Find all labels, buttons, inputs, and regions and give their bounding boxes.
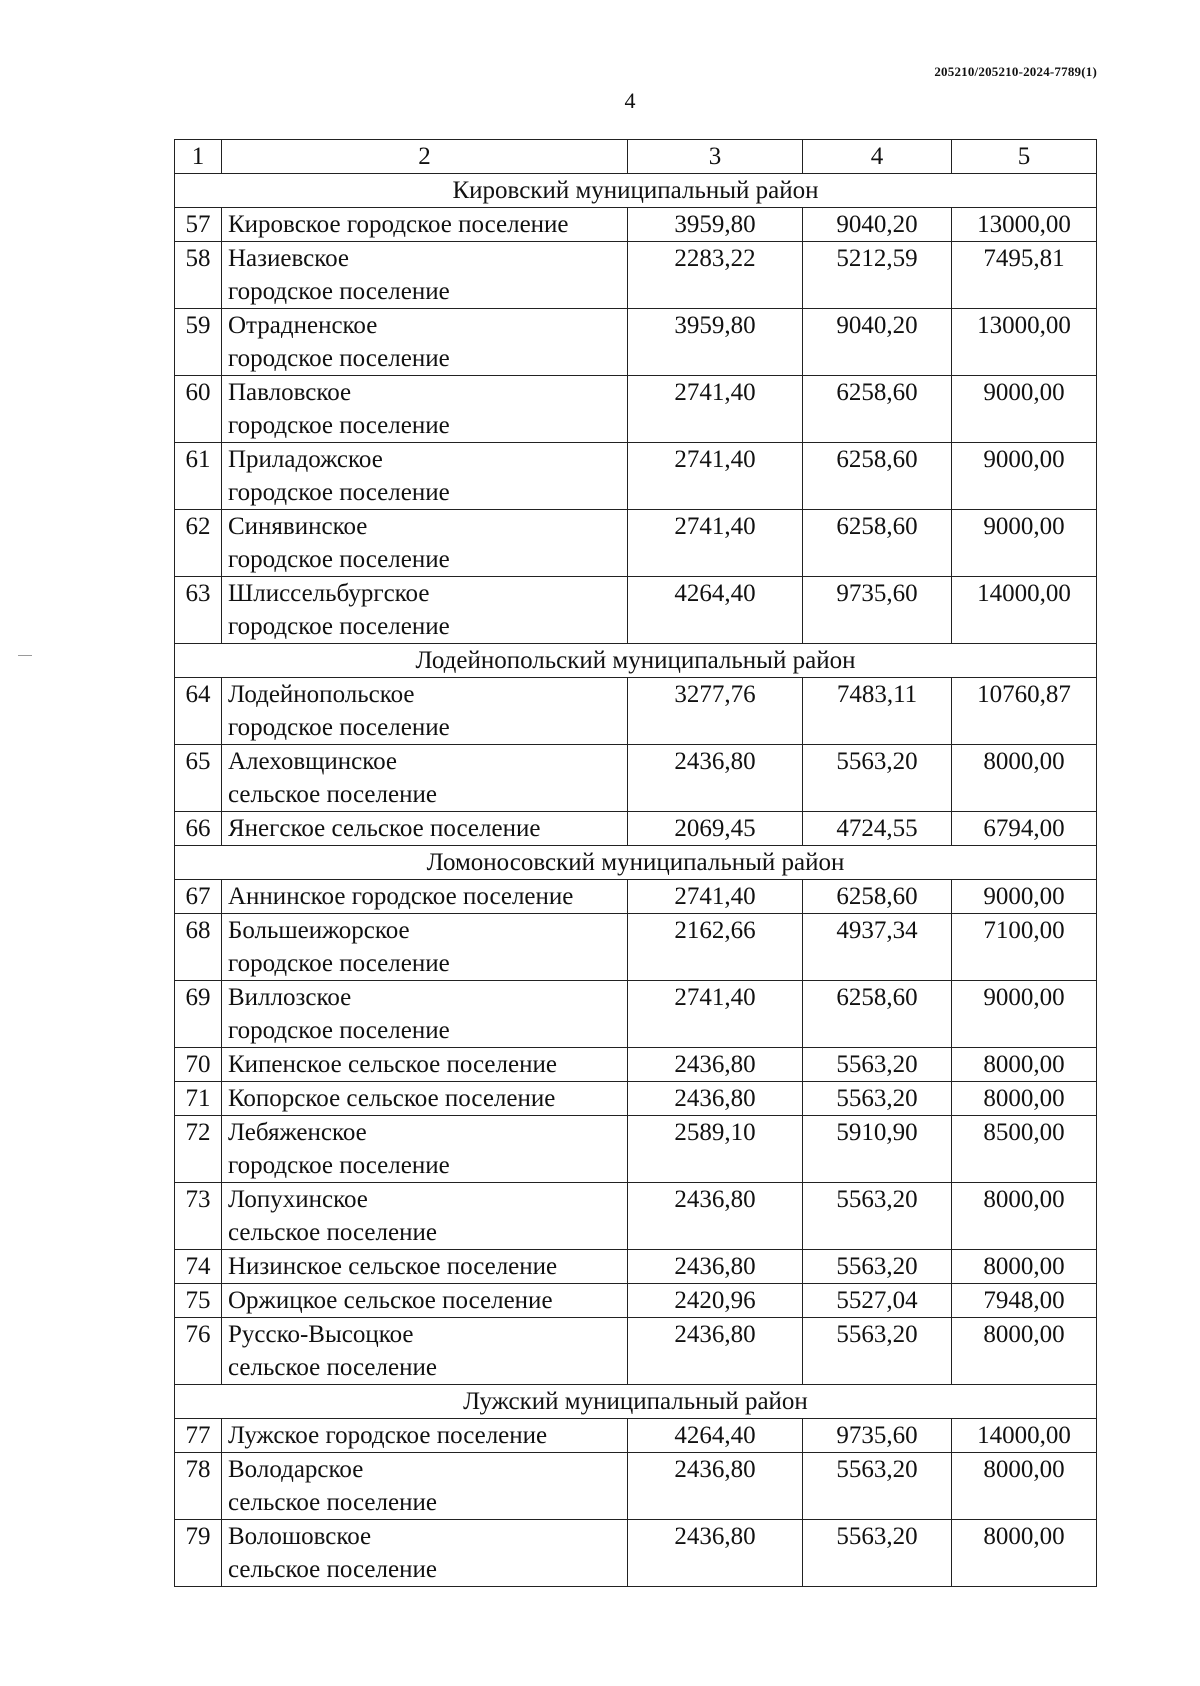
table-row [175,376,1097,443]
settlement-name-line: Волошовское [228,1523,372,1550]
settlement-name [222,1082,628,1116]
value-col-4: 6258,60 [803,880,952,914]
row-number: 73 [175,1183,222,1250]
settlement-name-line: Лодейнопольское [228,681,415,708]
settlement-name-line: Павловское [228,379,352,406]
row-number: 74 [175,1250,222,1284]
settlement-name [222,1520,628,1587]
value-col-4: 5563,20 [803,745,952,812]
table-row [175,577,1097,644]
value-col-3: 2436,80 [628,745,803,812]
value-col-4: 6258,60 [803,510,952,577]
value-col-3: 2589,10 [628,1116,803,1183]
settlement-name-line: городское поселение [228,1152,450,1179]
table-row [175,678,1097,745]
settlement-name-line: городское поселение [228,613,450,640]
table-body [175,140,1097,1587]
row-number: 68 [175,914,222,981]
value-col-5: 7100,00 [952,914,1097,981]
settlement-name [222,510,628,577]
table-row [175,1520,1097,1587]
settlement-name-line: Володарское [228,1456,364,1483]
district-name: Кировский муниципальный район [175,174,1097,208]
value-col-3: 2069,45 [628,812,803,846]
settlement-name [222,1284,628,1318]
value-col-5: 10760,87 [952,678,1097,745]
value-col-3: 2436,80 [628,1183,803,1250]
row-number: 59 [175,309,222,376]
value-col-4: 6258,60 [803,981,952,1048]
row-number: 58 [175,242,222,309]
settlement-name-line: Янегское сельское поселение [228,815,541,842]
table-row [175,443,1097,510]
header-cell-1: 1 [175,140,222,174]
value-col-4: 5563,20 [803,1082,952,1116]
allocation-table [174,139,1097,1587]
settlement-name-line: Отрадненское [228,312,378,339]
table-row [175,745,1097,812]
row-number: 75 [175,1284,222,1318]
header-cell-4: 4 [803,140,952,174]
table-row [175,1453,1097,1520]
settlement-name [222,914,628,981]
row-number: 79 [175,1520,222,1587]
row-number: 72 [175,1116,222,1183]
value-col-5: 14000,00 [952,577,1097,644]
row-number: 62 [175,510,222,577]
settlement-name-line: Виллозское [228,984,352,1011]
value-col-4: 5563,20 [803,1250,952,1284]
settlement-name-line: Шлиссельбургское [228,580,430,607]
table-row [175,981,1097,1048]
settlement-name [222,242,628,309]
settlement-name-line: сельское поселение [228,781,437,808]
value-col-4: 4724,55 [803,812,952,846]
value-col-3: 2436,80 [628,1048,803,1082]
value-col-5: 8000,00 [952,1183,1097,1250]
value-col-5: 9000,00 [952,510,1097,577]
value-col-5: 9000,00 [952,443,1097,510]
value-col-4: 9040,20 [803,208,952,242]
value-col-4: 7483,11 [803,678,952,745]
settlement-name [222,1453,628,1520]
header-cell-2: 2 [222,140,628,174]
row-number: 64 [175,678,222,745]
table-row [175,1116,1097,1183]
value-col-4: 6258,60 [803,443,952,510]
value-col-5: 13000,00 [952,309,1097,376]
settlement-name [222,678,628,745]
table-row [175,242,1097,309]
value-col-3: 4264,40 [628,1419,803,1453]
row-number: 57 [175,208,222,242]
value-col-5: 7948,00 [952,1284,1097,1318]
value-col-4: 5563,20 [803,1318,952,1385]
value-col-3: 2436,80 [628,1520,803,1587]
settlement-name-line: Приладожское [228,446,383,473]
settlement-name-line: Русско-Высоцкое [228,1321,414,1348]
value-col-5: 7495,81 [952,242,1097,309]
value-col-5: 8000,00 [952,1453,1097,1520]
district-row [175,1385,1097,1419]
value-col-3: 2283,22 [628,242,803,309]
value-col-5: 8000,00 [952,1250,1097,1284]
settlement-name-line: Кипенское сельское поселение [228,1051,557,1078]
settlement-name [222,1318,628,1385]
value-col-4: 4937,34 [803,914,952,981]
value-col-5: 9000,00 [952,981,1097,1048]
value-col-5: 9000,00 [952,880,1097,914]
row-number: 69 [175,981,222,1048]
settlement-name [222,1183,628,1250]
table-header-row [175,140,1097,174]
row-number: 71 [175,1082,222,1116]
table-row [175,1250,1097,1284]
value-col-4: 9735,60 [803,577,952,644]
district-row [175,644,1097,678]
settlement-name-line: городское поселение [228,345,450,372]
settlement-name [222,880,628,914]
table-row [175,880,1097,914]
district-row [175,846,1097,880]
value-col-3: 4264,40 [628,577,803,644]
settlement-name [222,577,628,644]
value-col-5: 8000,00 [952,1048,1097,1082]
row-number: 65 [175,745,222,812]
value-col-4: 5563,20 [803,1048,952,1082]
settlement-name-line: сельское поселение [228,1219,437,1246]
value-col-3: 2741,40 [628,510,803,577]
document-id: 205210/205210-2024-7789(1) [934,64,1097,79]
settlement-name-line: Лебяженское [228,1119,367,1146]
settlement-name-line: Лужское городское поселение [228,1422,548,1449]
settlement-name [222,1048,628,1082]
value-col-5: 8000,00 [952,745,1097,812]
value-col-4: 5527,04 [803,1284,952,1318]
settlement-name [222,1116,628,1183]
district-row [175,174,1097,208]
settlement-name-line: Большеижорское [228,917,410,944]
value-col-5: 6794,00 [952,812,1097,846]
value-col-4: 5563,20 [803,1453,952,1520]
district-name: Лужский муниципальный район [175,1385,1097,1419]
value-col-3: 2741,40 [628,880,803,914]
row-number: 61 [175,443,222,510]
header-cell-3: 3 [628,140,803,174]
settlement-name-line: Кировское городское поселение [228,211,569,238]
table-row [175,1318,1097,1385]
value-col-4: 5563,20 [803,1520,952,1587]
row-number: 77 [175,1419,222,1453]
value-col-5: 8000,00 [952,1520,1097,1587]
value-col-3: 2436,80 [628,1318,803,1385]
value-col-3: 2436,80 [628,1453,803,1520]
value-col-4: 9735,60 [803,1419,952,1453]
settlement-name-line: сельское поселение [228,1556,437,1583]
settlement-name [222,1419,628,1453]
value-col-3: 2420,96 [628,1284,803,1318]
table-row [175,309,1097,376]
settlement-name-line: городское поселение [228,950,450,977]
settlement-name [222,376,628,443]
table-row [175,1183,1097,1250]
district-name: Лодейнопольский муниципальный район [175,644,1097,678]
value-col-4: 9040,20 [803,309,952,376]
value-col-3: 2162,66 [628,914,803,981]
value-col-4: 5563,20 [803,1183,952,1250]
settlement-name-line: Копорское сельское поселение [228,1085,556,1112]
row-number: 70 [175,1048,222,1082]
settlement-name-line: городское поселение [228,714,450,741]
settlement-name-line: городское поселение [228,546,450,573]
table-row [175,1284,1097,1318]
settlement-name-line: сельское поселение [228,1354,437,1381]
table-row [175,510,1097,577]
settlement-name-line: Аннинское городское поселение [228,883,574,910]
row-number: 76 [175,1318,222,1385]
settlement-name [222,981,628,1048]
settlement-name [222,208,628,242]
value-col-3: 2741,40 [628,376,803,443]
settlement-name-line: Низинское сельское поселение [228,1253,558,1280]
table-row [175,812,1097,846]
value-col-5: 8500,00 [952,1116,1097,1183]
district-name: Ломоносовский муниципальный район [175,846,1097,880]
header-cell-5: 5 [952,140,1097,174]
settlement-name-line: городское поселение [228,412,450,439]
table-row [175,208,1097,242]
table-row [175,1419,1097,1453]
table-row [175,1082,1097,1116]
row-number: 78 [175,1453,222,1520]
value-col-5: 8000,00 [952,1082,1097,1116]
settlement-name [222,1250,628,1284]
settlement-name-line: Алеховщинское [228,748,398,775]
settlement-name-line: Оржицкое сельское поселение [228,1287,553,1314]
value-col-3: 2436,80 [628,1082,803,1116]
settlement-name-line: Синявинское [228,513,368,540]
value-col-5: 13000,00 [952,208,1097,242]
settlement-name-line: городское поселение [228,278,450,305]
settlement-name-line: городское поселение [228,1017,450,1044]
table-row [175,914,1097,981]
value-col-5: 8000,00 [952,1318,1097,1385]
value-col-3: 3959,80 [628,309,803,376]
settlement-name-line: городское поселение [228,479,450,506]
page-number: 4 [624,88,636,113]
value-col-3: 2741,40 [628,443,803,510]
value-col-4: 5212,59 [803,242,952,309]
value-col-4: 5910,90 [803,1116,952,1183]
row-number: 60 [175,376,222,443]
value-col-3: 3959,80 [628,208,803,242]
row-number: 67 [175,880,222,914]
settlement-name [222,812,628,846]
settlement-name [222,309,628,376]
value-col-3: 3277,76 [628,678,803,745]
row-number: 63 [175,577,222,644]
value-col-3: 2741,40 [628,981,803,1048]
table-row [175,1048,1097,1082]
margin-mark [18,655,32,656]
settlement-name-line: Назиевское [228,245,350,272]
value-col-5: 14000,00 [952,1419,1097,1453]
value-col-5: 9000,00 [952,376,1097,443]
settlement-name [222,745,628,812]
value-col-3: 2436,80 [628,1250,803,1284]
settlement-name [222,443,628,510]
row-number: 66 [175,812,222,846]
settlement-name-line: Лопухинское [228,1186,368,1213]
value-col-4: 6258,60 [803,376,952,443]
settlement-name-line: сельское поселение [228,1489,437,1516]
